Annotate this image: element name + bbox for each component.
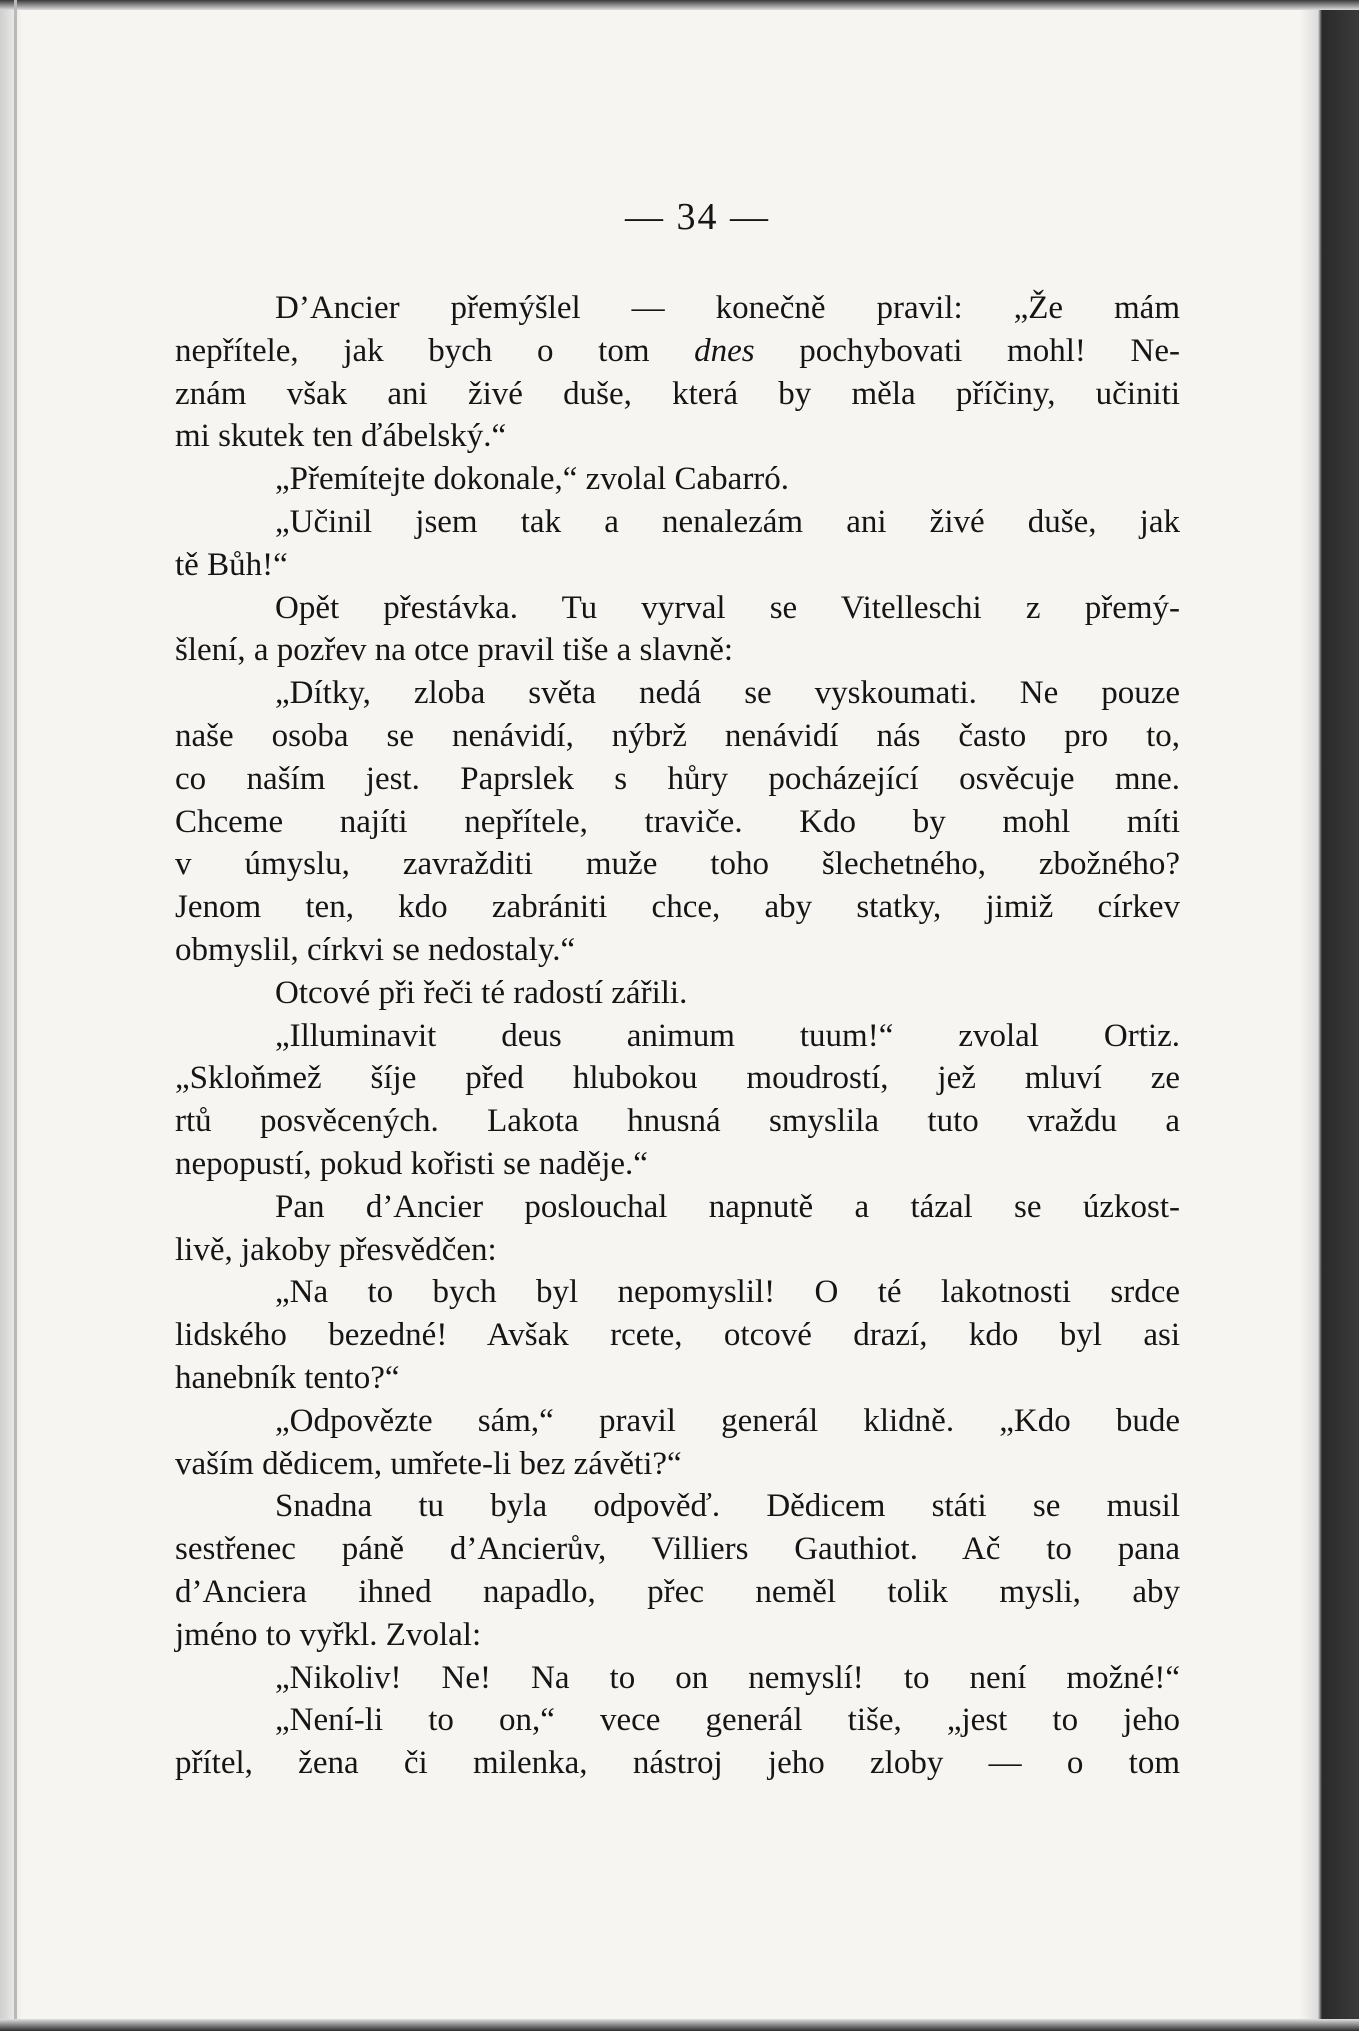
italic-word: dnes bbox=[694, 332, 755, 369]
text-line: mi skutek ten ďábelský.“ bbox=[175, 418, 507, 455]
text-line: hanebník tento?“ bbox=[175, 1359, 400, 1396]
text-line: Chceme najíti nepřítele, traviče. Kdo by mohl míti bbox=[175, 803, 1180, 840]
text-line: nepřítele, jak bych o tom dnes pochybovati mohl! Ne- bbox=[175, 332, 1180, 369]
text-line: „Illuminavit deus animum tuum!“ zvolal Ortiz. bbox=[275, 1017, 1180, 1054]
text-line: sestřenec páně d’Ancierův, Villiers Gauthiot. Ač to pana bbox=[175, 1531, 1180, 1568]
text-line: „Nikoliv! Ne! Na to on nemyslí! to není možné!“ bbox=[275, 1659, 1180, 1696]
scan-bottom-edge bbox=[0, 2019, 1359, 2031]
text-line: naše osoba se nenávidí, nýbrž nenávidí nás často pro to, bbox=[175, 717, 1180, 754]
text-line: Snadna tu byla odpověď. Dědicem státi se musil bbox=[275, 1488, 1180, 1525]
text-line: vaším dědicem, umřete-li bez závěti?“ bbox=[175, 1445, 682, 1482]
text-line: tě Bůh!“ bbox=[175, 546, 288, 583]
text-line: Jenom ten, kdo zabrániti chce, aby statky, jimiž církev bbox=[175, 889, 1180, 926]
text-line: „Dítky, zloba světa nedá se vyskoumati. Ne pouze bbox=[275, 675, 1180, 712]
text-line: Pan d’Ancier poslouchal napnutě a tázal se úzkost- bbox=[275, 1188, 1180, 1225]
text-line: „Přemítejte dokonale,“ zvolal Cabarró. bbox=[275, 461, 790, 498]
text-line: „Na to bych byl nepomyslil! O té lakotnosti srdce bbox=[275, 1274, 1180, 1311]
text-line: rtů posvěcených. Lakota hnusná smyslila tuto vraždu a bbox=[175, 1103, 1180, 1140]
text-line: „Není-li to on,“ vece generál tiše, „jest to jeho bbox=[275, 1702, 1180, 1739]
text-line: „Učinil jsem tak a nenalezám ani živé duše, jak bbox=[275, 503, 1180, 540]
text-line: nepopustí, pokud kořisti se naděje.“ bbox=[175, 1145, 648, 1182]
text-line: obmyslil, církvi se nedostaly.“ bbox=[175, 931, 576, 968]
text-line: D’Ancier přemýšlel — konečně pravil: „Že mám bbox=[275, 290, 1180, 326]
body-text bbox=[175, 287, 1180, 1785]
page-number: — 34 — bbox=[625, 196, 770, 238]
text-line: přítel, žena či milenka, nástroj jeho zloby — o tom bbox=[175, 1745, 1180, 1782]
scan-left-edge bbox=[14, 0, 17, 2031]
book-page bbox=[175, 195, 1180, 1785]
text-line: Opět přestávka. Tu vyrval se Vitelleschi z přemý- bbox=[275, 589, 1180, 626]
text-line: šlení, a pozřev na otce pravil tiše a slavně: bbox=[175, 632, 734, 669]
text-line: co naším jest. Paprslek s hůry pocházející osvěcuje mne. bbox=[175, 760, 1180, 797]
text-line: jméno to vyřkl. Zvolal: bbox=[175, 1616, 482, 1653]
text-line: lidského bezedné! Avšak rcete, otcové drazí, kdo byl asi bbox=[175, 1317, 1180, 1354]
text-line: Otcové při řeči té radostí zářili. bbox=[275, 974, 688, 1011]
text-line: d’Anciera ihned napadlo, přec neměl tolik mysli, aby bbox=[175, 1573, 1180, 1610]
text-line: livě, jakoby přesvědčen: bbox=[175, 1231, 497, 1268]
text-line: znám však ani živé duše, která by měla příčiny, učiniti bbox=[175, 375, 1180, 412]
text-line: v úmyslu, zavražditi muže toho šlechetného, zbožného? bbox=[175, 846, 1180, 883]
text-line: „Skloňmež šíje před hlubokou moudrostí, jež mluví ze bbox=[175, 1060, 1180, 1097]
text-line: „Odpovězte sám,“ pravil generál klidně. „Kdo bude bbox=[275, 1402, 1180, 1439]
scan-top-edge bbox=[0, 0, 1359, 10]
